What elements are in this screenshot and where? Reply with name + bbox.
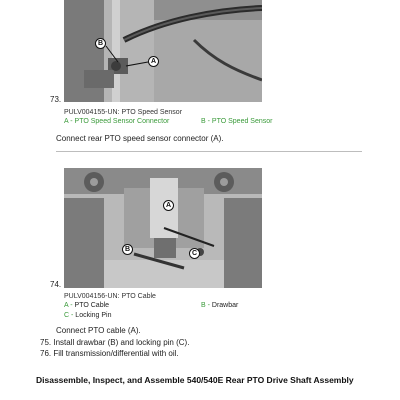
- legend-label: Locking Pin: [75, 312, 112, 319]
- legend-label: Drawbar: [211, 302, 239, 309]
- section-divider: [56, 151, 362, 152]
- legend-label: PTO Speed Sensor: [211, 118, 273, 125]
- legend-key: B: [201, 118, 206, 125]
- step-number: 76.: [40, 349, 52, 358]
- callout-a: A: [148, 56, 159, 67]
- legend-73-a: [64, 118, 169, 125]
- pto-cable-photo: [64, 168, 262, 288]
- legend-74-b: [201, 302, 238, 309]
- step-76: [40, 349, 179, 358]
- legend-key: A: [64, 302, 69, 309]
- legend-label: PTO Cable: [74, 302, 110, 309]
- legend-sep: -: [205, 302, 212, 309]
- callout-a: A: [163, 200, 174, 211]
- step-text: Install drawbar (B) and locking pin (C).: [53, 338, 190, 347]
- legend-sep: -: [68, 302, 75, 309]
- legend-sep: -: [205, 118, 212, 125]
- legend-key: B: [201, 302, 206, 309]
- legend-74-a: [64, 302, 109, 309]
- step-73-number: 73.: [50, 95, 62, 104]
- pto-speed-sensor-photo: [64, 0, 262, 102]
- pto-speed-sensor-illustration: [64, 0, 262, 102]
- step-73-instruction: Connect rear PTO speed sensor connector (A).: [56, 134, 224, 143]
- callout-b: B: [95, 38, 106, 49]
- step-number: 75.: [40, 338, 52, 347]
- section-heading: Disassemble, Inspect, and Assemble 540/540E Rear PTO Drive Shaft Assembly: [36, 375, 354, 385]
- step-text: Fill transmission/differential with oil.: [53, 349, 179, 358]
- step-75: [40, 338, 189, 347]
- figure-caption-74: PULV004156-UN: PTO Cable: [64, 293, 156, 300]
- callout-b: B: [122, 244, 133, 255]
- legend-74-c: [64, 312, 112, 319]
- figure-caption-73: PULV004155-UN: PTO Speed Sensor: [64, 109, 183, 116]
- legend-key: C: [64, 312, 70, 319]
- step-74-instruction: Connect PTO cable (A).: [56, 326, 141, 335]
- legend-sep: -: [69, 312, 76, 319]
- step-74-number: 74.: [50, 280, 62, 289]
- legend-label: PTO Speed Sensor Connector: [74, 118, 170, 125]
- legend-key: A: [64, 118, 69, 125]
- callout-c: C: [189, 248, 200, 259]
- legend-73-b: [201, 118, 272, 125]
- pto-cable-illustration: [64, 168, 262, 288]
- legend-sep: -: [68, 118, 75, 125]
